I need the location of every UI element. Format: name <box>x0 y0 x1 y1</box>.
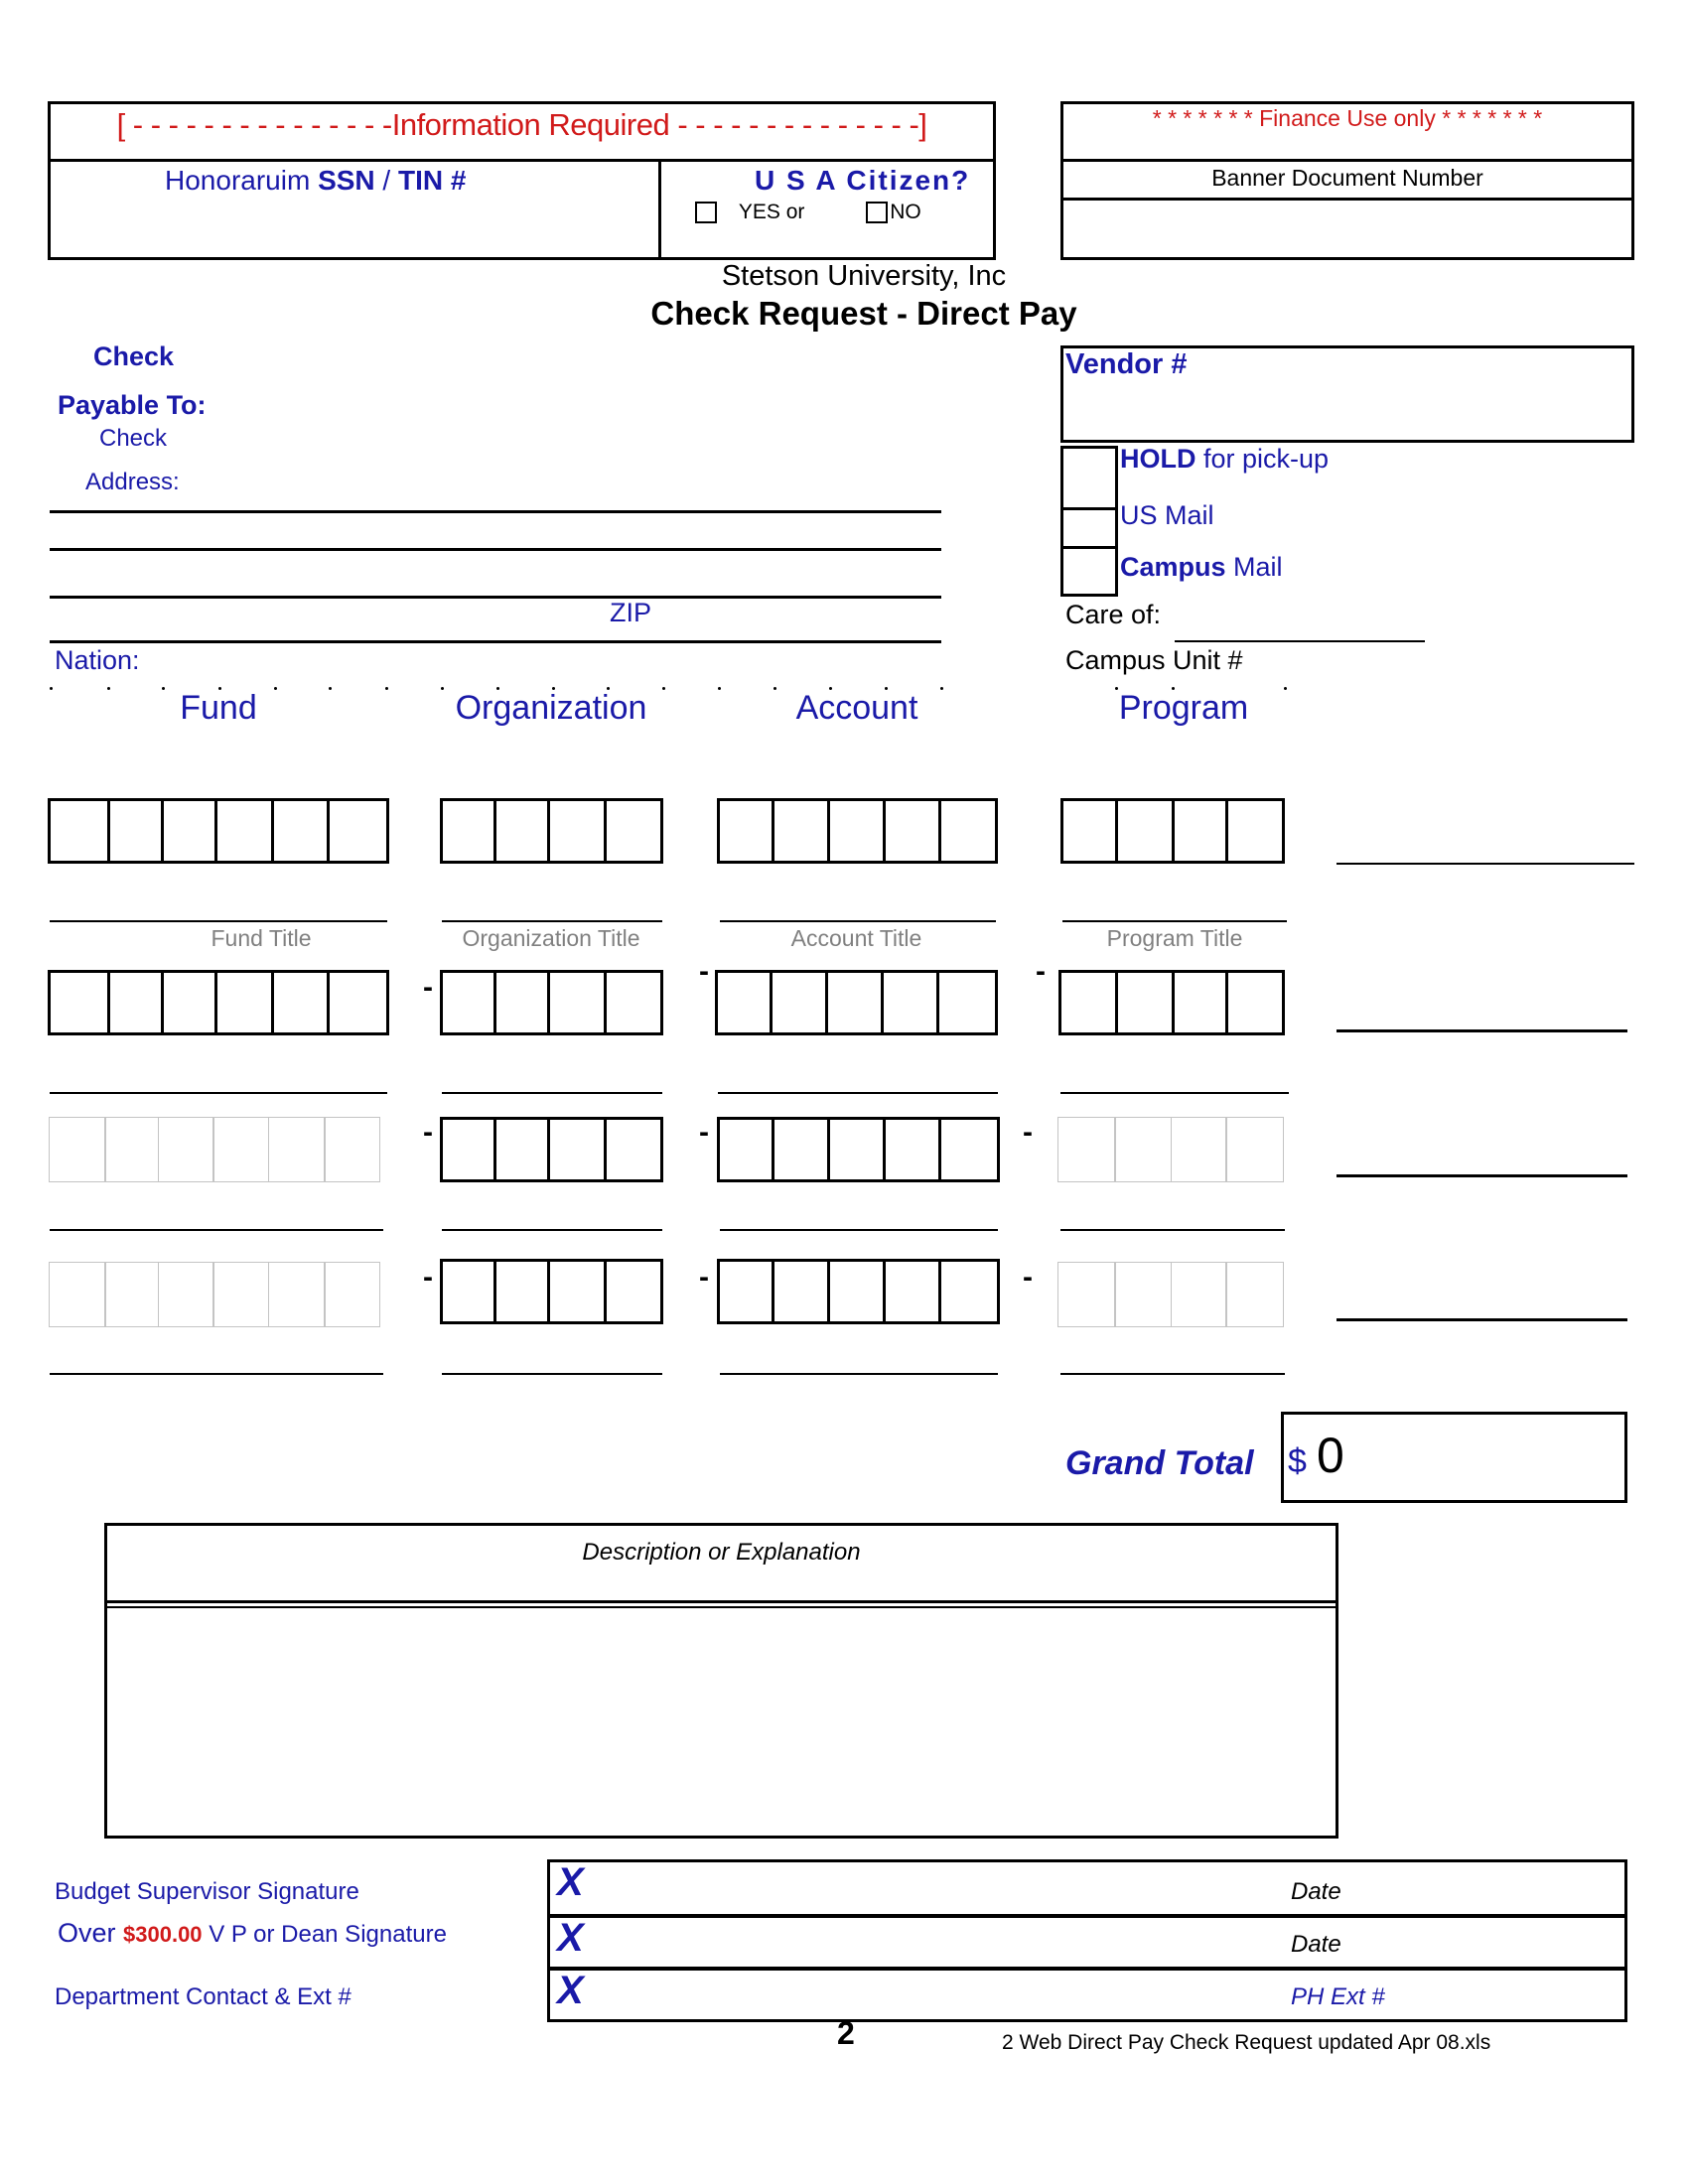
program-title-label: Program Title <box>1106 925 1243 951</box>
finance-divider-1 <box>1060 159 1634 162</box>
address-line-1[interactable] <box>50 510 941 513</box>
separator-dash: - <box>699 1116 709 1149</box>
care-of-line[interactable] <box>1175 640 1425 642</box>
description-label: Description or Explanation <box>582 1539 861 1566</box>
account-input-row-3[interactable] <box>717 1117 1000 1182</box>
account-title-line-3[interactable] <box>720 1229 998 1231</box>
ssn-label: SSN <box>318 165 375 196</box>
account-title-line-2[interactable] <box>718 1092 998 1094</box>
address-line-3[interactable] <box>50 596 941 599</box>
separator-dash: - <box>1036 955 1046 988</box>
fund-title-line-3[interactable] <box>50 1229 383 1231</box>
amount-line-row-2[interactable] <box>1336 1029 1627 1032</box>
yes-checkbox[interactable] <box>695 202 717 223</box>
account-title-label: Account Title <box>790 925 922 951</box>
address-line-2[interactable] <box>50 548 941 551</box>
tin-label: TIN # <box>397 165 467 196</box>
us-mail-checkbox[interactable] <box>1063 510 1115 544</box>
amount-line-row-1[interactable] <box>1336 863 1634 865</box>
fund-input-row-1[interactable] <box>48 798 389 864</box>
date-label: Date <box>1291 1878 1341 1905</box>
amount-line-row-3[interactable] <box>1336 1174 1627 1177</box>
program-title-line-4[interactable] <box>1060 1373 1285 1375</box>
separator-dash: - <box>423 1116 433 1149</box>
fund-input-row-4[interactable] <box>50 1262 384 1327</box>
payable-to-label: Payable To: <box>58 390 207 420</box>
program-input-row-3[interactable] <box>1058 1117 1286 1182</box>
us-mail-label: US Mail <box>1120 500 1214 530</box>
vendor-input[interactable] <box>1063 387 1631 440</box>
organization-input-row-4[interactable] <box>440 1259 663 1324</box>
hold-rest: for pick-up <box>1196 444 1330 474</box>
separator-dash: - <box>699 955 709 988</box>
page-number: 2 <box>837 2015 855 2051</box>
grand-total-label: Grand Total <box>1065 1444 1254 1482</box>
fund-title-line-2[interactable] <box>50 1092 387 1094</box>
program-input-row-1[interactable] <box>1060 798 1288 864</box>
honorarium-label: Honoraruim <box>165 165 319 196</box>
program-input-row-4[interactable] <box>1058 1262 1286 1327</box>
fund-title-label: Fund Title <box>211 925 312 951</box>
care-of-label: Care of: <box>1065 600 1162 629</box>
info-vdivider <box>658 160 661 260</box>
organization-input-row-3[interactable] <box>440 1117 663 1182</box>
account-input-row-4[interactable] <box>717 1259 1000 1324</box>
organization-title-line-1[interactable] <box>442 920 662 922</box>
fund-title-line-1[interactable] <box>50 920 387 922</box>
check-address-label: Check <box>99 425 168 452</box>
banner-document-label: Banner Document Number <box>1211 165 1483 191</box>
budget-supervisor-label: Budget Supervisor Signature <box>55 1878 359 1905</box>
fund-title-line-4[interactable] <box>50 1373 383 1375</box>
fund-input-row-2[interactable] <box>48 970 389 1035</box>
separator-dash: - <box>423 1261 433 1294</box>
fund-header: Fund <box>180 689 257 727</box>
address-label: Address: <box>85 469 180 495</box>
threshold-amount: $300.00 <box>123 1922 203 1947</box>
organization-title-line-4[interactable] <box>442 1373 662 1375</box>
organization-title-line-2[interactable] <box>442 1092 662 1094</box>
organization-input-row-1[interactable] <box>440 798 663 864</box>
campus-unit-label: Campus Unit # <box>1065 645 1243 675</box>
department-contact-label: Department Contact & Ext # <box>55 1983 352 2010</box>
zip-label: ZIP <box>610 598 652 627</box>
signature-x: X <box>557 1860 584 1904</box>
organization-title-label: Organization Title <box>462 925 640 951</box>
organization-header: Organization <box>455 689 647 727</box>
citizen-options <box>695 201 921 224</box>
account-title-line-1[interactable] <box>720 920 996 922</box>
vp-dean-label <box>58 1918 447 1949</box>
no-checkbox[interactable] <box>866 202 888 223</box>
program-title-line-1[interactable] <box>1062 920 1287 922</box>
account-header: Account <box>795 689 918 727</box>
account-input-row-2[interactable] <box>715 970 998 1035</box>
page-title: Check Request - Direct Pay <box>650 295 1077 332</box>
account-input-row-1[interactable] <box>717 798 998 864</box>
description-divider-2 <box>104 1606 1338 1608</box>
banner-document-input[interactable] <box>1063 201 1631 257</box>
description-textarea[interactable] <box>107 1610 1336 1835</box>
over-label: Over <box>58 1918 124 1948</box>
separator-dash: - <box>1023 1261 1033 1294</box>
program-header: Program <box>1118 689 1249 727</box>
finance-use-label: * * * * * * * Finance Use only * * * * * * * <box>1152 105 1543 131</box>
university-name: Stetson University, Inc <box>721 260 1007 292</box>
grand-total-value: 0 <box>1317 1428 1344 1483</box>
slash-label: / <box>374 165 398 196</box>
hold-checkbox[interactable] <box>1063 449 1115 505</box>
program-input-row-2[interactable] <box>1058 970 1288 1035</box>
nation-label: Nation: <box>55 645 140 675</box>
hold-pickup-label <box>1120 444 1329 475</box>
vp-dean-signature[interactable] <box>551 1919 1623 1965</box>
account-title-line-4[interactable] <box>720 1373 998 1375</box>
department-contact-signature[interactable] <box>551 1971 1623 2018</box>
vp-dean-text: V P or Dean Signature <box>202 1921 447 1948</box>
ph-ext-label: PH Ext # <box>1291 1983 1385 2010</box>
signature-divider-1 <box>547 1914 1627 1918</box>
usa-citizen-label: U S A Citizen? <box>755 165 971 196</box>
date-label: Date <box>1291 1931 1341 1958</box>
signature-x: X <box>557 1969 584 2012</box>
honorarium-ssn-input[interactable] <box>51 204 656 257</box>
campus-mail-label <box>1120 552 1283 583</box>
fund-input-row-3[interactable] <box>50 1117 384 1182</box>
campus-rest: Mail <box>1225 552 1283 582</box>
amount-line-row-4[interactable] <box>1336 1318 1627 1321</box>
separator-dash: - <box>1023 1116 1033 1149</box>
signature-x: X <box>557 1916 584 1960</box>
check-label: Check <box>93 341 175 371</box>
budget-supervisor-signature[interactable] <box>551 1863 1623 1913</box>
separator-dash: - <box>423 971 433 1004</box>
vendor-label: Vendor # <box>1065 348 1188 380</box>
currency-symbol: $ <box>1288 1442 1307 1480</box>
description-divider-1 <box>104 1600 1338 1603</box>
yes-label: YES or <box>738 201 805 223</box>
program-title-line-2[interactable] <box>1060 1092 1289 1094</box>
hold-bold: HOLD <box>1120 444 1196 474</box>
info-divider <box>48 159 996 162</box>
organization-title-line-3[interactable] <box>442 1229 662 1231</box>
campus-bold: Campus <box>1120 552 1226 582</box>
grand-total-box[interactable] <box>1281 1412 1627 1503</box>
file-name: 2 Web Direct Pay Check Request updated Apr 08.xls <box>1002 2031 1491 2054</box>
address-line-4[interactable] <box>50 640 941 643</box>
info-required-label: [ - - - - - - - - - - - - - - -Information Required - - - - - - - - - - - - - -] <box>116 107 927 142</box>
separator-dash: - <box>699 1261 709 1294</box>
honorarium-ssn-tin-label <box>165 165 466 197</box>
no-label: NO <box>890 201 921 223</box>
organization-input-row-2[interactable] <box>440 970 663 1035</box>
program-title-line-3[interactable] <box>1060 1229 1285 1231</box>
campus-mail-checkbox[interactable] <box>1063 549 1115 594</box>
